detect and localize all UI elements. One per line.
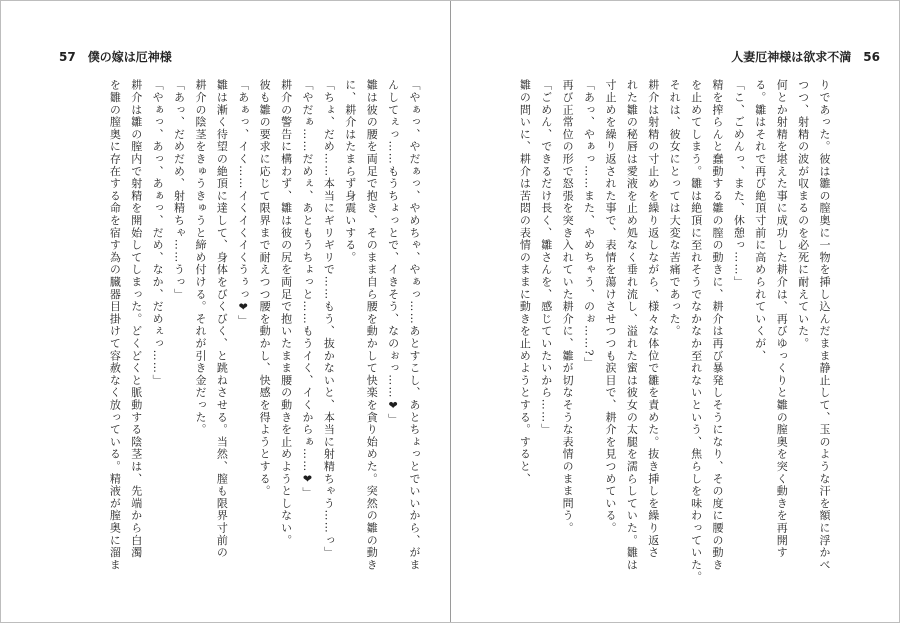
- text-line: つつ、射精の波が収まるのを必死に耐えていた。: [796, 79, 810, 350]
- text-line: を雛の膣奥に存在する命を宿す為の臓器目掛けて容赦なく放っている。精液が膣奥に溜ま: [108, 79, 122, 571]
- text-line: 雛は漸く待望の絶頂に達して、身体をびくびく、と跳ねさせる。当然、膣も限界寸前の: [215, 79, 229, 559]
- text-line: 「やぁっ、やだぁっ、やめちゃ、やぁっ……あとすこし、あとちょっとでいいから、がま: [408, 79, 421, 571]
- text-line: 「こ、ごめんっ、また、休憩っ……」: [732, 79, 746, 289]
- left-running-title: 僕の嫁は厄神様: [87, 50, 172, 64]
- text-line: 雛は彼の腰を両足で抱き、そのまま自ら腰を動かして快楽を貪り始めた。突然の雛の動き: [365, 79, 379, 571]
- text-line: 耕介の警告に構わず、雛は彼の尻を両足で抱いたまま腰の動きを止めようとしない。: [279, 79, 293, 547]
- right-page-header: [731, 48, 880, 65]
- text-line: 「やぁっ、あっ、あぁっ、だめ、なか、だめぇっ……」: [151, 79, 165, 387]
- text-line: 耕介は雛の膣内で射精を開始してしまった。どくどくと脈動する陰茎は、先端から白濁: [129, 79, 143, 559]
- left-page-header: [59, 48, 172, 65]
- right-page-number: 56: [863, 50, 880, 64]
- text-line: 雛の問いに、耕介は苦悶の表情のままに動きを止めようとする。すると、: [518, 79, 532, 485]
- left-page: [1, 1, 450, 622]
- text-line: 「あっ、やぁっ……また、やめちゃう、のぉ……?」: [582, 79, 596, 370]
- text-line: 「ごめん、できるだけ長く、雛さんを、感じていたいから……」: [539, 79, 553, 436]
- text-line: 彼も雛の要求に応じて限界まで耐えつつ腰を動かし、快感を得ようとする。: [258, 79, 272, 498]
- text-line: れた雛の秘唇は愛液を止め処なく垂れ流し、溢れた蜜は彼女の太腿を濡らしていた。雛は: [625, 79, 639, 571]
- text-line: 寸止めを繰り返された事で、表情を蕩けさせつつも涙目で、耕介を見つめている。: [603, 79, 617, 535]
- right-running-title: 人妻厄神様は欲求不満: [731, 50, 852, 64]
- text-line: 「やだぁ……だめぇ、あともうちょっと……もうイく、イくからぁ……❤」: [300, 79, 314, 500]
- text-line: 耕介の陰茎をきゅうきゅうと締め付ける。それが引き金だった。: [193, 79, 207, 436]
- right-page: [450, 1, 900, 622]
- text-line: 耕介は射精の寸止めを繰り返しながら、様々な体位で雛を責めた。抜き挿しを繰り返さ: [646, 79, 660, 559]
- left-page-body: [85, 79, 425, 584]
- text-line: 「あぁっ、イく……イくイくイくうぅっ❤」: [236, 79, 250, 327]
- text-line: んしてぇっ……もうちょっとで、イきそう、なのぉっ……❤」: [386, 79, 400, 426]
- text-line: 何とか射精を堪えた事に成功した耕介は、再びゆっくりと雛の膣奥を突く動きを再開す: [775, 79, 789, 559]
- text-line: に、耕介はたまらず身震いする。: [343, 79, 357, 264]
- text-line: 「ちょ、だめ……本当にギリギリで……もう、抜かないと、本当に射精ちゃう……っ」: [322, 79, 336, 559]
- text-line: それは、彼女にとっては大変な苦痛であった。: [668, 79, 682, 338]
- text-line: を止めてしまう。雛は絶頂に至れそうでなかなか至れないという、焦らしを味わっていた。: [689, 79, 703, 584]
- text-line: 精を搾らんと蠢動する雛の膣の動きに、耕介は再び暴発しそうになり、その度に腰の動き: [710, 79, 724, 571]
- text-line: る。雛はそれで再び絶頂寸前に高められていくが、: [753, 79, 767, 362]
- text-line: 再び正常位の形で怒張を突き入れていた耕介に、雛が切なそうな表情のまま問う。: [561, 79, 575, 535]
- text-line: りであった。彼は雛の膣奥に一物を挿し込んだまま静止して、玉のような汗を額に浮かべ: [818, 79, 831, 571]
- left-page-number: 57: [59, 50, 76, 64]
- text-line: 「あっ、だめだめ、射精ちゃ……うっ」: [172, 79, 186, 301]
- right-page-body: [453, 79, 835, 584]
